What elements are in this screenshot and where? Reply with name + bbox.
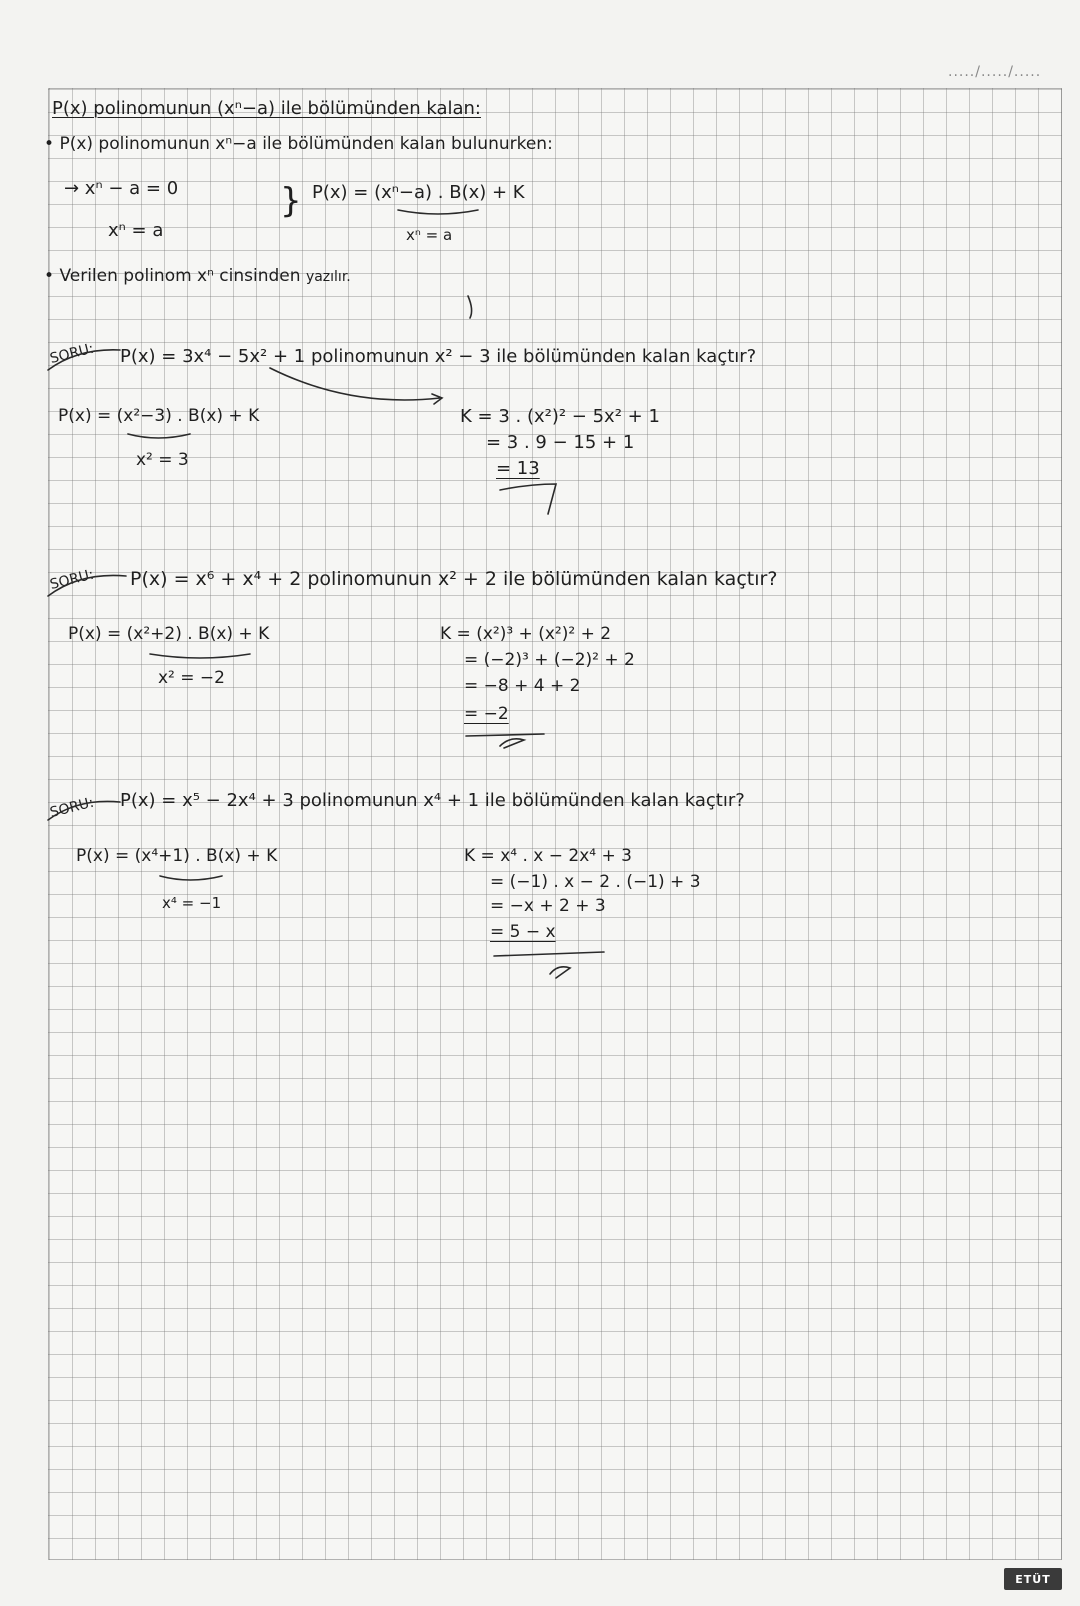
q1-question: P(x) = 3x⁴ − 5x² + 1 polinomunun x² − 3 ile bölümünden kalan kaçtır?	[120, 346, 757, 367]
q1-label: SORU:	[48, 340, 96, 367]
bullet-note: • Verilen polinom xⁿ cinsinden yazılır.	[44, 266, 351, 286]
q2-substitution: x² = −2	[158, 668, 225, 688]
q3-result: = 5 − x	[490, 922, 556, 942]
q2-division-identity: P(x) = (x²+2) . B(x) + K	[68, 624, 270, 644]
q2-result: = −2	[464, 704, 509, 724]
bullet-note-end: yazılır.	[305, 269, 351, 285]
q1-substitution: x² = 3	[136, 450, 189, 470]
q1-step-2: = 3 . 9 − 15 + 1	[486, 432, 635, 453]
q3-substitution: x⁴ = −1	[162, 894, 222, 912]
q3-step-1: K = x⁴ . x − 2x⁴ + 3	[464, 846, 632, 866]
publisher-logo: ETÜT	[1004, 1568, 1062, 1590]
q2-question: P(x) = x⁶ + x⁴ + 2 polinomunun x² + 2 ile bölümünden kalan kaçtır?	[130, 568, 778, 590]
curly-brace: }	[280, 181, 302, 221]
q3-question: P(x) = x⁵ − 2x⁴ + 3 polinomunun x⁴ + 1 ile bölümünden kalan kaçtır?	[120, 790, 745, 811]
q2-step-1: K = (x²)³ + (x²)² + 2	[440, 624, 612, 644]
q2-step-2: = (−2)³ + (−2)² + 2	[464, 650, 635, 670]
q1-division-identity: P(x) = (x²−3) . B(x) + K	[58, 406, 260, 426]
q3-step-3: = −x + 2 + 3	[490, 896, 606, 916]
q1-step-1: K = 3 . (x²)² − 5x² + 1	[460, 406, 660, 427]
bullet-note-text: Verilen polinom xⁿ cinsinden	[59, 266, 301, 286]
date-placeholder: ...../...../.....	[948, 64, 1042, 80]
division-substitution: xⁿ = a	[406, 226, 453, 244]
bullet-rule: • P(x) polinomunun xⁿ−a ile bölümünden kalan bulunurken:	[44, 134, 553, 154]
q1-result: = 13	[496, 458, 540, 479]
substitution-equation: xⁿ = a	[108, 220, 164, 241]
grid-paper	[48, 88, 1062, 1560]
q3-step-2: = (−1) . x − 2 . (−1) + 3	[490, 872, 701, 892]
q3-division-identity: P(x) = (x⁴+1) . B(x) + K	[76, 846, 278, 866]
condition-equation: → xⁿ − a = 0	[64, 178, 179, 199]
q2-step-3: = −8 + 4 + 2	[464, 676, 581, 696]
section-title: P(x) polinomunun (xⁿ−a) ile bölümünden kalan:	[52, 98, 481, 119]
q2-label: SORU:	[48, 566, 96, 593]
division-identity: P(x) = (xⁿ−a) . B(x) + K	[312, 182, 525, 203]
q3-label: SORU:	[48, 794, 96, 821]
bullet-rule-text: P(x) polinomunun xⁿ−a ile bölümünden kalan bulunurken:	[59, 134, 553, 154]
